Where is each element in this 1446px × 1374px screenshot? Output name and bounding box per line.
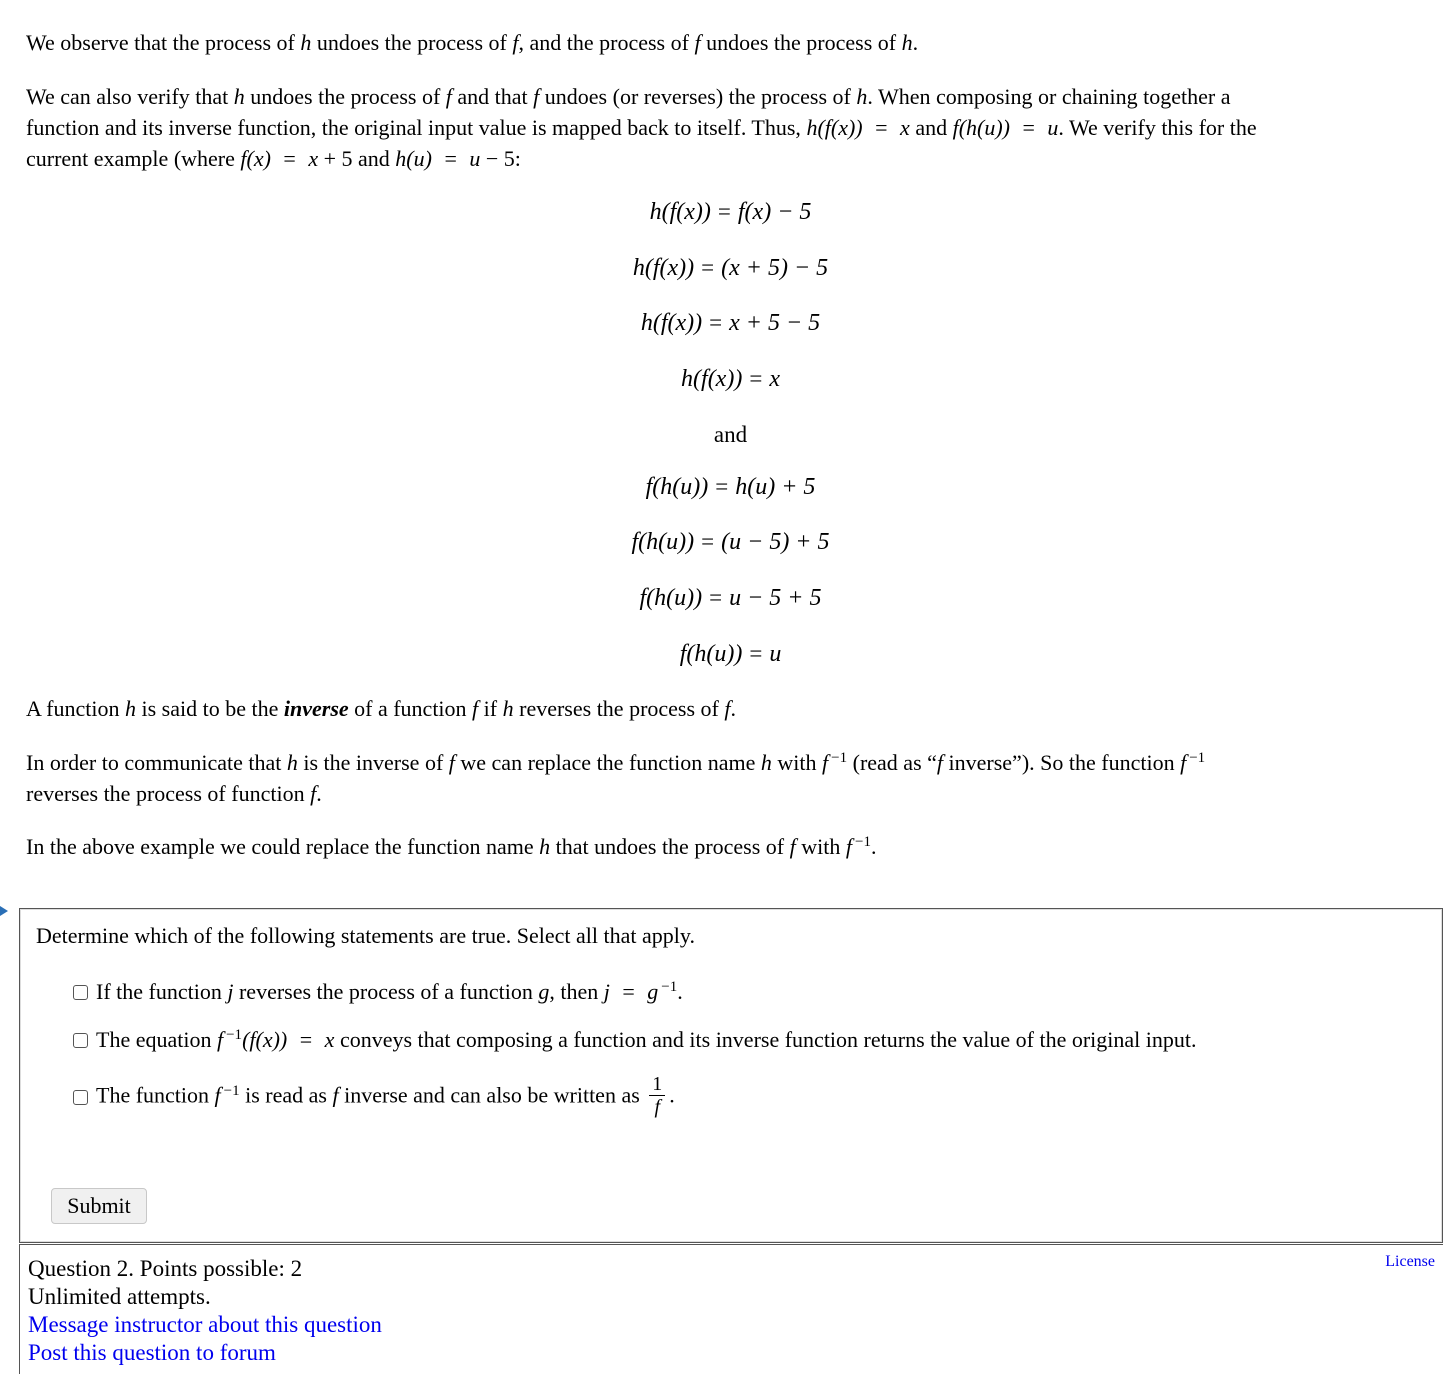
example-paragraph: In the above example we could replace the function name h that undoes the process of f with f $^{-1}$. xyxy=(26,834,877,859)
equation-line: f(h(u)) = u xyxy=(679,641,782,667)
message-instructor-link[interactable]: Message instructor about this question xyxy=(28,1312,382,1337)
option-2-checkbox[interactable] xyxy=(73,1033,88,1048)
option-2-text: The equation f $^{-1}$(f(x)) = x conveys that composing a function and its inverse function returns the value of the original input. xyxy=(96,1027,1197,1052)
current-question-arrow-icon xyxy=(0,906,8,916)
question-box xyxy=(19,908,1443,1243)
option-1[interactable] xyxy=(73,979,683,1005)
definition-paragraph: A function h is said to be the inverse of a function f if h reverses the process of f. xyxy=(26,696,737,721)
option-3-checkbox[interactable] xyxy=(73,1090,88,1105)
equation-line: f(h(u)) = (u − 5) + 5 xyxy=(631,529,830,555)
equation-line: h(f(x)) = (x + 5) − 5 xyxy=(632,255,829,281)
option-1-text: If the function j reverses the process of a function g, then j = g $^{-1}$. xyxy=(96,979,683,1004)
intro-paragraph-1: We observe that the process of h undoes the process of f, and the process of f undoes the process of h. xyxy=(26,30,919,55)
license-link[interactable]: License xyxy=(1385,1253,1435,1270)
question-prompt: Determine which of the following statements are true. Select all that apply. xyxy=(36,923,695,948)
intro-paragraph-2: We can also verify that h undoes the process of f and that f undoes (or reverses) the process of h. When composing or chaining together a function and its inverse function, the original input value is mapped back to itself. Thus, h(f(x)) = x and f(h(u)) = u. We verify this for the current example (where f(x) = x + 5 and h(u) = u − 5: xyxy=(26,84,1257,171)
attempts-info: Unlimited attempts. xyxy=(28,1284,211,1309)
equation-line: h(f(x)) = f(x) − 5 xyxy=(649,199,812,225)
post-to-forum-link[interactable]: Post this question to forum xyxy=(28,1340,276,1365)
points-possible: Question 2. Points possible: 2 xyxy=(28,1256,303,1281)
notation-paragraph: In order to communicate that h is the inverse of f we can replace the function name h with f $^{-1}$ (read as “f inverse”). So the function f $^{-1}$ reverses the process of function f. xyxy=(26,750,1206,806)
equation-line: f(h(u)) = h(u) + 5 xyxy=(645,474,816,500)
equation-line: f(h(u)) = u − 5 + 5 xyxy=(639,585,822,611)
equation-connector: and xyxy=(713,422,748,447)
option-1-checkbox[interactable] xyxy=(73,985,88,1000)
option-3-text: The function f $^{-1}$ is read as f inverse and can also be written as $\frac{1}{f}$ . xyxy=(96,1073,675,1118)
equation-line: h(f(x)) = x + 5 − 5 xyxy=(640,310,821,336)
option-3[interactable] xyxy=(73,1075,675,1120)
option-2[interactable] xyxy=(73,1027,1197,1053)
fraction-one-over-f: $\frac{1}{f}$ xyxy=(649,1073,665,1118)
question-footer xyxy=(19,1244,1443,1374)
submit-button[interactable]: Submit xyxy=(51,1188,147,1224)
equation-line: h(f(x)) = x xyxy=(681,366,780,392)
